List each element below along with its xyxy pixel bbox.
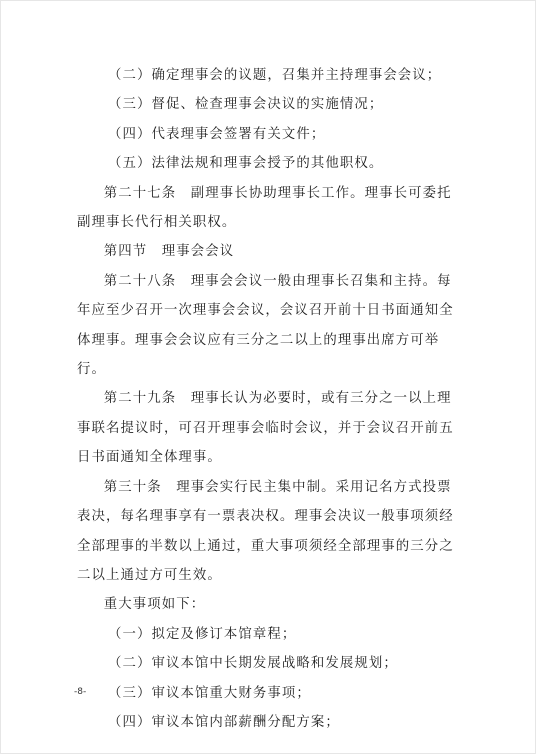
article-27: 第二十七条 副理事长协助理事长工作。理事长可委托副理事长代行相关职权。 (77, 185, 452, 231)
article-29: 第二十九条 理事长认为必要时，或有三分之一以上理事联名提议时，可召开理事会临时会议，并于会议召开前五日书面通知全体理事。 (77, 391, 454, 466)
article-30: 第三十条 理事会实行民主集中制。采用记名方式投票表决，每名理事享有一票表决权。理事会决议一般事项须经全部理事的半数以上通过，重大事项须经全部理事的三分之二以上通过方可生效。 (77, 479, 454, 583)
duty-item-5: （五）法律法规和理事会授予的其他职权。 (108, 156, 384, 172)
major-matter-4: （四）审议本馆内部薪酬分配方案； (108, 714, 340, 730)
section-heading: 第四节 理事会会议 (103, 244, 235, 260)
major-matter-3: （三）审议本馆重大财务事项； (108, 685, 311, 701)
duty-item-4: （四）代表理事会签署有关文件； (108, 126, 326, 142)
duty-item-2: （二）确定理事会的议题，召集并主持理事会会议； (108, 68, 442, 83)
major-matters-intro: 重大事项如下： (103, 597, 206, 613)
document-body (77, 61, 463, 737)
page-number: -8- (74, 687, 87, 697)
major-matter-2: （二）审议本馆中长期发展战略和发展规划； (108, 656, 398, 672)
duty-item-3: （三）督促、检查理事会决议的实施情况； (108, 97, 384, 113)
major-matter-1: （一）拟定及修订本馆章程； (108, 626, 297, 642)
article-28: 第二十八条 理事会会议一般由理事长召集和主持。每年应至少召开一次理事会会议，会议召开前十日书面通知全体理事。理事会会议应有三分之二以上的理事出席方可举行。 (77, 273, 454, 378)
